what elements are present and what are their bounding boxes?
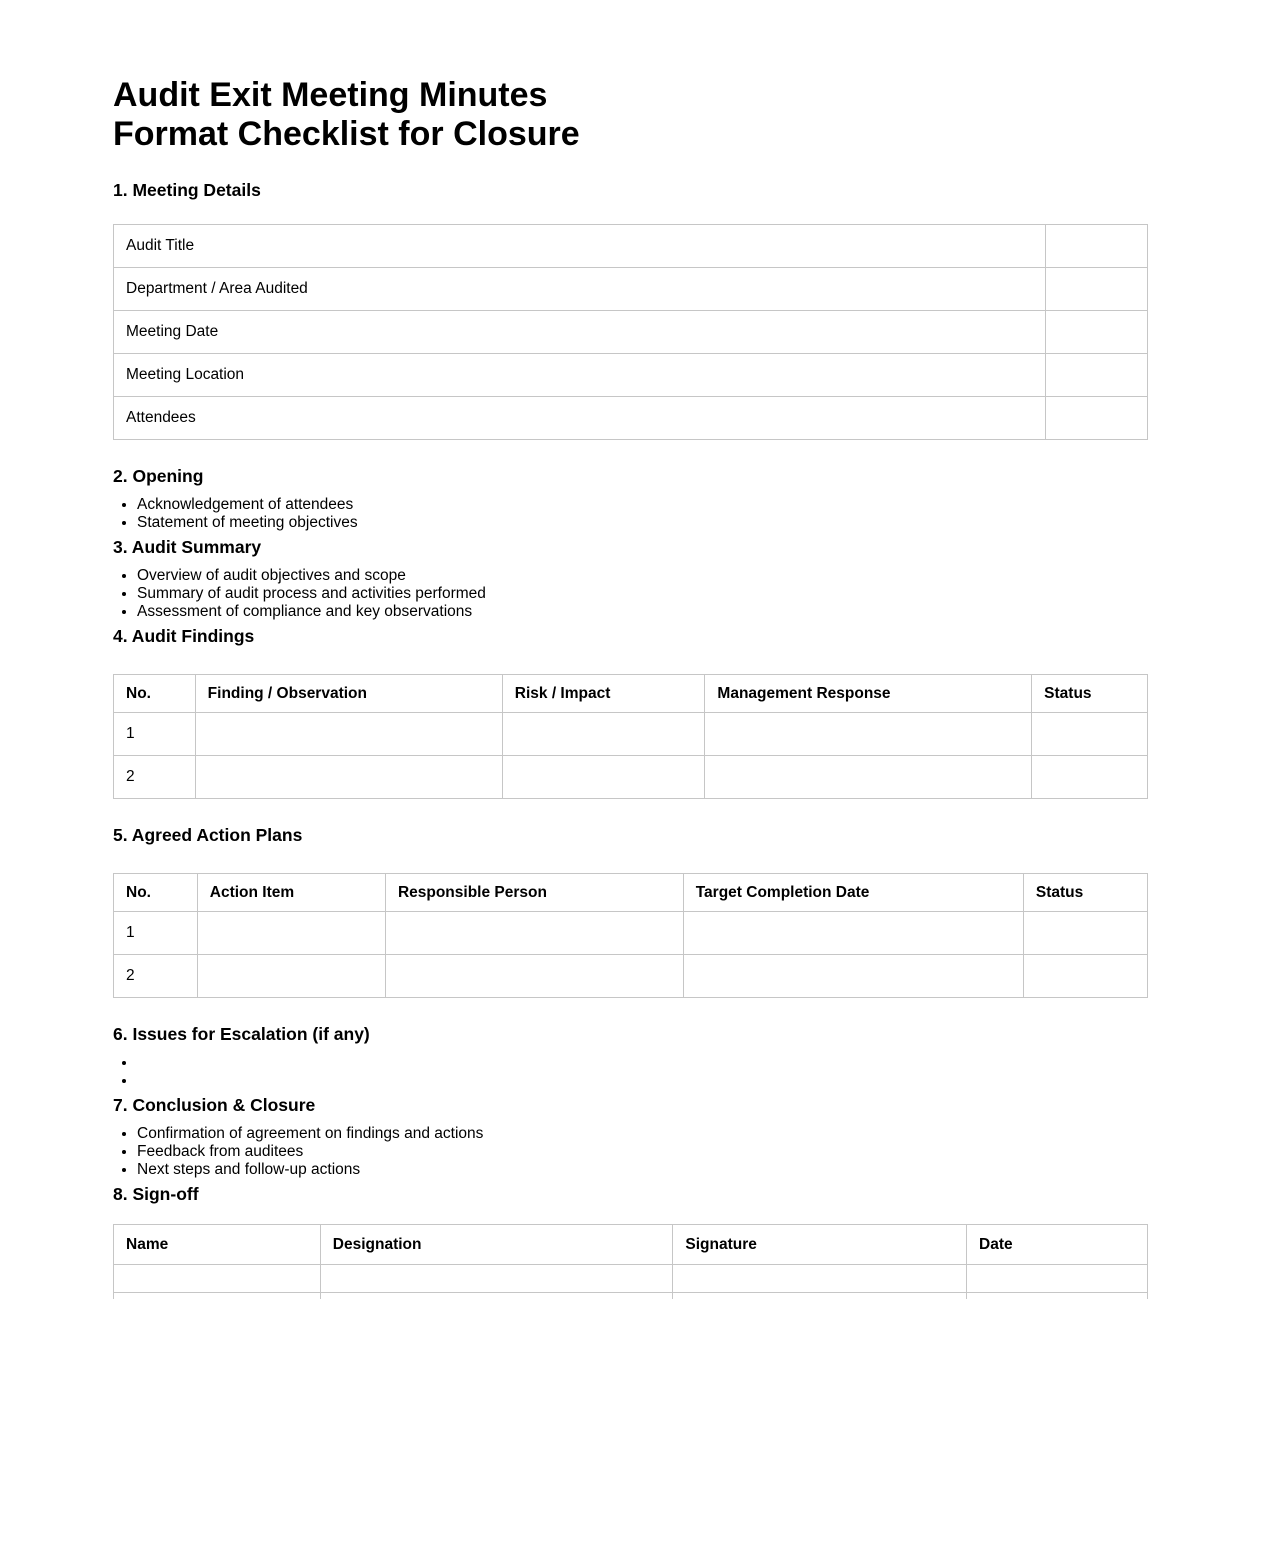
field-label-department: Department / Area Audited: [114, 268, 1046, 311]
column-header-finding: Finding / Observation: [195, 675, 502, 713]
table-row: [114, 912, 1148, 955]
table-row: [114, 756, 1148, 799]
empty-cell: [197, 912, 385, 955]
table-row: [114, 955, 1148, 998]
empty-cell: [195, 713, 502, 756]
heading-audit-findings: 4. Audit Findings: [113, 626, 255, 646]
empty-cell: [1032, 713, 1148, 756]
empty-cell: [197, 955, 385, 998]
table-row: [114, 311, 1148, 354]
row-number-cell: 1: [114, 713, 196, 756]
empty-cell: [1032, 756, 1148, 799]
list-item: • Confirmation of agreement on findings and actions: [137, 1125, 1148, 1143]
list-item: • Feedback from auditees: [137, 1143, 1148, 1161]
column-header-action-item: Action Item: [197, 874, 385, 912]
column-header-management-response: Management Response: [705, 675, 1032, 713]
field-label-meeting-date: Meeting Date: [114, 311, 1046, 354]
document-title: [113, 76, 1148, 154]
heading-escalation: 6. Issues for Escalation (if any): [113, 1024, 370, 1044]
empty-cell: [385, 912, 683, 955]
column-header-date: Date: [967, 1225, 1148, 1265]
empty-cell: [1023, 955, 1147, 998]
list-item: • Overview of audit objectives and scope: [137, 567, 1148, 585]
heading-signoff: 8. Sign-off: [113, 1184, 199, 1204]
list-item: • Assessment of compliance and key observations: [137, 603, 1148, 621]
empty-cell: [385, 955, 683, 998]
empty-cell: [195, 756, 502, 799]
table-header-row: [114, 874, 1148, 912]
heading-action-plans: 5. Agreed Action Plans: [113, 825, 303, 845]
table-header-row: [114, 675, 1148, 713]
field-value-department: [1045, 268, 1147, 311]
signoff-table: [113, 1224, 1148, 1299]
signoff-table-clipped-region: [113, 1224, 1148, 1299]
empty-cell: [502, 756, 705, 799]
column-header-status: Status: [1023, 874, 1147, 912]
empty-cell: [114, 1293, 321, 1300]
document-title-line1: Audit Exit Meeting Minutes: [113, 76, 548, 114]
column-header-designation: Designation: [320, 1225, 673, 1265]
list-item: • Statement of meeting objectives: [137, 514, 1148, 532]
row-number-cell: 2: [114, 955, 198, 998]
empty-cell: [673, 1265, 967, 1293]
field-value-attendees: [1045, 397, 1147, 440]
field-label-audit-title: Audit Title: [114, 225, 1046, 268]
field-value-meeting-date: [1045, 311, 1147, 354]
empty-cell: [502, 713, 705, 756]
empty-cell: [320, 1293, 673, 1300]
empty-cell: [673, 1293, 967, 1300]
column-header-status: Status: [1032, 675, 1148, 713]
heading-meeting-details: 1. Meeting Details: [113, 180, 261, 200]
field-value-meeting-location: [1045, 354, 1147, 397]
column-header-no: No.: [114, 675, 196, 713]
audit-findings-table: [113, 674, 1148, 799]
empty-cell: [114, 1265, 321, 1293]
empty-cell: [320, 1265, 673, 1293]
document-title-line2: Format Checklist for Closure: [113, 115, 580, 153]
list-item: [137, 1054, 1148, 1072]
empty-cell: [705, 713, 1032, 756]
list-item: • Next steps and follow-up actions: [137, 1161, 1148, 1179]
heading-audit-summary: 3. Audit Summary: [113, 537, 262, 557]
table-row: [114, 225, 1148, 268]
row-number-cell: 1: [114, 912, 198, 955]
audit-summary-bullet-list: [113, 567, 1148, 621]
field-value-audit-title: [1045, 225, 1147, 268]
column-header-risk: Risk / Impact: [502, 675, 705, 713]
list-item: • Acknowledgement of attendees: [137, 496, 1148, 514]
table-row: [114, 268, 1148, 311]
action-plans-table: [113, 873, 1148, 998]
table-row: [114, 397, 1148, 440]
column-header-responsible-person: Responsible Person: [385, 874, 683, 912]
empty-cell: [705, 756, 1032, 799]
list-item: [137, 1072, 1148, 1090]
table-row: [114, 713, 1148, 756]
table-header-row: [114, 1225, 1148, 1265]
empty-cell: [967, 1293, 1148, 1300]
table-row: [114, 1265, 1148, 1293]
column-header-signature: Signature: [673, 1225, 967, 1265]
column-header-target-completion-date: Target Completion Date: [683, 874, 1023, 912]
list-item: • Summary of audit process and activities performed: [137, 585, 1148, 603]
empty-cell: [683, 912, 1023, 955]
heading-conclusion: 7. Conclusion & Closure: [113, 1095, 316, 1115]
conclusion-bullet-list: [113, 1125, 1148, 1179]
empty-cell: [683, 955, 1023, 998]
column-header-name: Name: [114, 1225, 321, 1265]
column-header-no: No.: [114, 874, 198, 912]
empty-cell: [967, 1265, 1148, 1293]
table-row: [114, 1293, 1148, 1300]
row-number-cell: 2: [114, 756, 196, 799]
meeting-details-table: [113, 224, 1148, 440]
table-row: [114, 354, 1148, 397]
field-label-meeting-location: Meeting Location: [114, 354, 1046, 397]
heading-opening: 2. Opening: [113, 466, 204, 486]
opening-bullet-list: [113, 496, 1148, 532]
field-label-attendees: Attendees: [114, 397, 1046, 440]
escalation-bullet-list: [113, 1054, 1148, 1090]
empty-cell: [1023, 912, 1147, 955]
